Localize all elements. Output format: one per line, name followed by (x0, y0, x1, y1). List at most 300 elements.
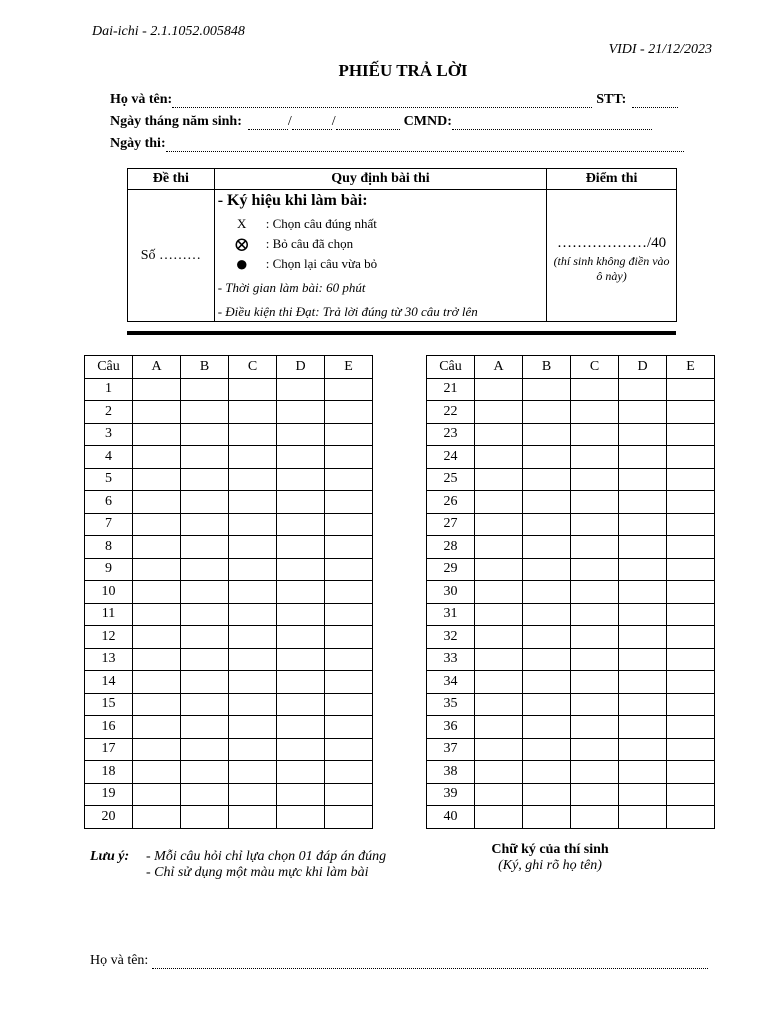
bottom-name-row (90, 953, 708, 969)
answer-cell[interactable] (523, 626, 571, 649)
answer-cell[interactable] (667, 716, 715, 739)
symbol-text: : Chọn lại câu vừa bỏ (265, 256, 378, 271)
answer-cell[interactable] (475, 446, 523, 469)
answer-cell[interactable] (181, 536, 229, 559)
question-number: 26 (427, 491, 475, 514)
answer-cell[interactable] (133, 581, 181, 604)
answer-cell[interactable] (181, 693, 229, 716)
name-field[interactable] (172, 95, 592, 108)
answer-cell[interactable] (229, 491, 277, 514)
answer-cell[interactable] (475, 581, 523, 604)
answer-row (85, 423, 373, 446)
answer-cell[interactable] (133, 761, 181, 784)
question-number: 36 (427, 716, 475, 739)
answer-row (427, 581, 715, 604)
answer-cell[interactable] (619, 581, 667, 604)
note-line: - Chỉ sử dụng một màu mực khi làm bài (146, 865, 369, 880)
answer-cell[interactable] (325, 378, 373, 401)
answer-cell[interactable] (133, 716, 181, 739)
answer-cell[interactable] (475, 401, 523, 424)
question-number: 24 (427, 446, 475, 469)
answer-cell[interactable] (229, 783, 277, 806)
answer-cell[interactable] (475, 716, 523, 739)
question-number: 17 (85, 738, 133, 761)
answer-cell[interactable] (181, 761, 229, 784)
pass-rule: - Điều kiện thi Đạt: Trả lời đúng từ 30 câu trở lên (217, 304, 478, 319)
answer-cell[interactable] (667, 468, 715, 491)
answer-cell[interactable] (133, 648, 181, 671)
answer-cell[interactable] (277, 423, 325, 446)
answer-cell[interactable] (133, 491, 181, 514)
answer-cell[interactable] (523, 783, 571, 806)
answer-cell[interactable] (619, 783, 667, 806)
answer-cell[interactable] (523, 378, 571, 401)
answer-cell[interactable] (619, 716, 667, 739)
answer-cell[interactable] (133, 513, 181, 536)
score-cell (547, 190, 677, 322)
answer-cell[interactable] (619, 648, 667, 671)
answer-cell[interactable] (523, 581, 571, 604)
answer-cell[interactable] (523, 401, 571, 424)
answer-cell[interactable] (181, 626, 229, 649)
exam-date-field[interactable] (166, 139, 684, 152)
answer-cell[interactable] (523, 693, 571, 716)
answer-cell[interactable] (475, 783, 523, 806)
dob-day-field[interactable] (248, 117, 288, 130)
answer-cell[interactable] (667, 423, 715, 446)
answer-cell[interactable] (325, 626, 373, 649)
question-number: 11 (85, 603, 133, 626)
answer-cell[interactable] (571, 806, 619, 829)
grid-header-question: Câu (427, 356, 475, 379)
answer-cell[interactable] (181, 491, 229, 514)
question-number: 34 (427, 671, 475, 694)
answer-cell[interactable] (325, 738, 373, 761)
answer-cell[interactable] (475, 693, 523, 716)
answer-cell[interactable] (571, 626, 619, 649)
answer-cell[interactable] (475, 423, 523, 446)
answer-cell[interactable] (277, 378, 325, 401)
answer-cell[interactable] (523, 558, 571, 581)
answer-cell[interactable] (229, 558, 277, 581)
answer-cell[interactable] (229, 761, 277, 784)
answer-cell[interactable] (229, 378, 277, 401)
answer-cell[interactable] (571, 581, 619, 604)
symbol-text: : Bỏ câu đã chọn (265, 236, 354, 251)
answer-cell[interactable] (133, 603, 181, 626)
answer-cell[interactable] (277, 401, 325, 424)
answer-cell[interactable] (181, 671, 229, 694)
signature-subtitle: (Ký, ghi rõ họ tên) (498, 858, 602, 873)
answer-cell[interactable] (571, 671, 619, 694)
answer-cell[interactable] (619, 761, 667, 784)
answer-cell[interactable] (133, 558, 181, 581)
answer-cell[interactable] (619, 626, 667, 649)
grid-header-option: A (475, 356, 523, 379)
answer-cell[interactable] (325, 716, 373, 739)
answer-cell[interactable] (619, 513, 667, 536)
answer-cell[interactable] (133, 468, 181, 491)
answer-cell[interactable] (133, 783, 181, 806)
answer-cell[interactable] (523, 423, 571, 446)
answer-cell[interactable] (133, 401, 181, 424)
answer-cell[interactable] (571, 783, 619, 806)
answer-cell[interactable] (277, 603, 325, 626)
signature-title: Chữ ký của thí sinh (491, 842, 609, 857)
answer-cell[interactable] (181, 378, 229, 401)
answer-cell[interactable] (571, 536, 619, 559)
answer-cell[interactable] (325, 423, 373, 446)
answer-cell[interactable] (571, 401, 619, 424)
symbol-row-choose (218, 214, 546, 234)
answer-cell[interactable] (325, 603, 373, 626)
answer-cell[interactable] (475, 558, 523, 581)
question-number: 7 (85, 513, 133, 536)
answer-cell[interactable] (181, 648, 229, 671)
answer-cell[interactable] (619, 491, 667, 514)
grid-header-option: E (667, 356, 715, 379)
question-number: 33 (427, 648, 475, 671)
answer-cell[interactable] (181, 581, 229, 604)
answer-cell[interactable] (571, 423, 619, 446)
answer-row (85, 491, 373, 514)
answer-cell[interactable] (571, 468, 619, 491)
stt-label: STT: (596, 92, 627, 107)
answer-cell[interactable] (523, 716, 571, 739)
answer-cell[interactable] (229, 716, 277, 739)
answer-cell[interactable] (181, 401, 229, 424)
answer-cell[interactable] (667, 761, 715, 784)
answer-cell[interactable] (523, 536, 571, 559)
answer-cell[interactable] (667, 491, 715, 514)
answer-cell[interactable] (325, 401, 373, 424)
answer-row (427, 626, 715, 649)
question-number: 40 (427, 806, 475, 829)
answer-cell[interactable] (277, 536, 325, 559)
answer-cell[interactable] (523, 761, 571, 784)
symbol-text: : Chọn câu đúng nhất (265, 216, 377, 231)
question-number: 30 (427, 581, 475, 604)
answer-cell[interactable] (475, 378, 523, 401)
answer-cell[interactable] (277, 716, 325, 739)
question-number: 16 (85, 716, 133, 739)
answer-cell[interactable] (475, 536, 523, 559)
answer-cell[interactable] (667, 783, 715, 806)
exam-number-cell[interactable]: Số ……… (128, 190, 215, 322)
answer-row (85, 806, 373, 829)
answer-cell[interactable] (619, 693, 667, 716)
answer-cell[interactable] (571, 378, 619, 401)
answer-cell[interactable] (277, 783, 325, 806)
answer-cell[interactable] (325, 536, 373, 559)
answer-row (427, 783, 715, 806)
answer-row (427, 378, 715, 401)
answer-cell[interactable] (667, 693, 715, 716)
col-rules-header: Quy định bài thi (214, 169, 546, 190)
dob-label: Ngày tháng năm sinh: (110, 114, 242, 129)
exam-date-label: Ngày thi: (110, 136, 166, 151)
answer-cell[interactable] (181, 446, 229, 469)
answer-cell[interactable] (619, 468, 667, 491)
answer-cell[interactable] (523, 446, 571, 469)
cmnd-field[interactable] (452, 117, 652, 130)
answer-cell[interactable] (181, 468, 229, 491)
answer-cell[interactable] (571, 761, 619, 784)
answer-cell[interactable] (277, 671, 325, 694)
answer-cell[interactable] (325, 693, 373, 716)
answer-cell[interactable] (523, 648, 571, 671)
answer-cell[interactable] (133, 626, 181, 649)
answer-cell[interactable] (325, 513, 373, 536)
answer-cell[interactable] (133, 738, 181, 761)
question-number: 39 (427, 783, 475, 806)
answer-cell[interactable] (277, 738, 325, 761)
answer-row (427, 671, 715, 694)
answer-cell[interactable] (571, 446, 619, 469)
answer-cell[interactable] (619, 738, 667, 761)
answer-cell[interactable] (475, 806, 523, 829)
question-number: 15 (85, 693, 133, 716)
answer-cell[interactable] (571, 603, 619, 626)
answer-cell[interactable] (229, 423, 277, 446)
answer-row (85, 513, 373, 536)
question-number: 4 (85, 446, 133, 469)
answer-cell[interactable] (667, 446, 715, 469)
answer-row (427, 648, 715, 671)
answer-cell[interactable] (571, 648, 619, 671)
question-number: 25 (427, 468, 475, 491)
answer-cell[interactable] (229, 401, 277, 424)
answer-cell[interactable] (619, 378, 667, 401)
answer-cell[interactable] (325, 468, 373, 491)
answer-cell[interactable] (277, 468, 325, 491)
symbol-row-reselect (218, 251, 546, 276)
question-number: 22 (427, 401, 475, 424)
page-title: PHIẾU TRẢ LỜI (338, 61, 468, 80)
answer-cell[interactable] (571, 513, 619, 536)
answer-cell[interactable] (619, 806, 667, 829)
answer-cell[interactable] (475, 648, 523, 671)
question-number: 13 (85, 648, 133, 671)
answer-cell[interactable] (523, 468, 571, 491)
answer-row (85, 716, 373, 739)
answer-cell[interactable] (523, 603, 571, 626)
answer-cell[interactable] (277, 446, 325, 469)
dob-month-field[interactable] (292, 117, 332, 130)
answer-grid-left (84, 355, 373, 829)
answer-cell[interactable] (619, 603, 667, 626)
answer-row (427, 491, 715, 514)
answer-cell[interactable] (229, 626, 277, 649)
answer-row (427, 716, 715, 739)
answer-row (427, 761, 715, 784)
answer-cell[interactable] (619, 423, 667, 446)
dob-year-field[interactable] (336, 117, 400, 130)
answer-cell[interactable] (667, 378, 715, 401)
answer-cell[interactable] (475, 761, 523, 784)
answer-cell[interactable] (523, 513, 571, 536)
answer-cell[interactable] (523, 738, 571, 761)
answer-cell[interactable] (229, 468, 277, 491)
answer-cell[interactable] (667, 558, 715, 581)
answer-cell[interactable] (229, 806, 277, 829)
answer-cell[interactable] (181, 558, 229, 581)
question-number: 5 (85, 468, 133, 491)
answer-cell[interactable] (667, 401, 715, 424)
question-number: 28 (427, 536, 475, 559)
grid-header-option: A (133, 356, 181, 379)
answer-cell[interactable] (229, 738, 277, 761)
answer-cell[interactable] (523, 491, 571, 514)
answer-cell[interactable] (475, 626, 523, 649)
answer-cell[interactable] (277, 581, 325, 604)
answer-row (85, 581, 373, 604)
answer-cell[interactable] (571, 558, 619, 581)
answer-cell[interactable] (229, 446, 277, 469)
answer-cell[interactable] (325, 806, 373, 829)
note-block (90, 849, 386, 881)
answer-cell[interactable] (277, 693, 325, 716)
x-mark-icon: X (237, 216, 247, 231)
answer-cell[interactable] (181, 783, 229, 806)
answer-cell[interactable] (325, 761, 373, 784)
answer-cell[interactable] (277, 626, 325, 649)
grid-header-option: B (523, 356, 571, 379)
answer-cell[interactable] (133, 536, 181, 559)
answer-cell[interactable] (667, 671, 715, 694)
answer-cell[interactable] (667, 626, 715, 649)
answer-cell[interactable] (619, 446, 667, 469)
answer-cell[interactable] (277, 491, 325, 514)
answer-row (85, 558, 373, 581)
answer-cell[interactable] (325, 783, 373, 806)
answer-cell[interactable] (181, 513, 229, 536)
answer-cell[interactable] (475, 468, 523, 491)
answer-cell[interactable] (133, 378, 181, 401)
answer-cell[interactable] (325, 581, 373, 604)
question-number: 37 (427, 738, 475, 761)
answer-cell[interactable] (667, 581, 715, 604)
answer-row (85, 603, 373, 626)
answer-cell[interactable] (619, 536, 667, 559)
answer-cell[interactable] (229, 648, 277, 671)
answer-cell[interactable] (229, 671, 277, 694)
answer-cell[interactable] (571, 716, 619, 739)
answer-cell[interactable] (181, 423, 229, 446)
answer-cell[interactable] (277, 806, 325, 829)
answer-cell[interactable] (229, 581, 277, 604)
answer-cell[interactable] (277, 648, 325, 671)
answer-cell[interactable] (571, 738, 619, 761)
document-code: Dai-ichi - 2.1.1052.005848 (92, 24, 245, 39)
question-number: 23 (427, 423, 475, 446)
answer-row (85, 536, 373, 559)
grid-header-option: E (325, 356, 373, 379)
answer-cell[interactable] (667, 536, 715, 559)
bottom-name-label: Họ và tên: (90, 953, 149, 968)
answer-cell[interactable] (325, 671, 373, 694)
answer-cell[interactable] (277, 558, 325, 581)
answer-cell[interactable] (229, 693, 277, 716)
answer-cell[interactable] (523, 806, 571, 829)
answer-cell[interactable] (181, 603, 229, 626)
name-label: Họ và tên: (110, 92, 173, 107)
answer-cell[interactable] (181, 738, 229, 761)
answer-cell[interactable] (667, 603, 715, 626)
answer-cell[interactable] (475, 603, 523, 626)
answer-cell[interactable] (523, 671, 571, 694)
answer-cell[interactable] (133, 806, 181, 829)
question-number: 21 (427, 378, 475, 401)
answer-cell[interactable] (133, 693, 181, 716)
answer-cell[interactable] (229, 513, 277, 536)
answer-cell[interactable] (571, 491, 619, 514)
answer-cell[interactable] (133, 423, 181, 446)
answer-cell[interactable] (325, 648, 373, 671)
answer-cell[interactable] (325, 558, 373, 581)
answer-cell[interactable] (133, 671, 181, 694)
answer-cell[interactable] (277, 761, 325, 784)
answer-cell[interactable] (619, 671, 667, 694)
bottom-name-field[interactable] (152, 956, 708, 969)
answer-cell[interactable] (133, 446, 181, 469)
answer-row (427, 446, 715, 469)
answer-row (85, 446, 373, 469)
answer-cell[interactable] (619, 558, 667, 581)
stt-field[interactable] (632, 95, 678, 108)
col-exam-header: Đề thi (128, 169, 215, 190)
answer-row (85, 648, 373, 671)
signature-block (450, 842, 650, 874)
answer-cell[interactable] (229, 536, 277, 559)
question-number: 1 (85, 378, 133, 401)
answer-cell[interactable] (325, 491, 373, 514)
answer-cell[interactable] (475, 513, 523, 536)
answer-row (85, 468, 373, 491)
question-number: 6 (85, 491, 133, 514)
answer-cell[interactable] (667, 806, 715, 829)
answer-row (427, 693, 715, 716)
answer-cell[interactable] (475, 738, 523, 761)
answer-cell[interactable] (229, 603, 277, 626)
question-number: 35 (427, 693, 475, 716)
answer-row (427, 558, 715, 581)
grid-header-question: Câu (85, 356, 133, 379)
answer-cell[interactable] (475, 491, 523, 514)
question-number: 38 (427, 761, 475, 784)
answer-cell[interactable] (325, 446, 373, 469)
grid-header-option: B (181, 356, 229, 379)
answer-cell[interactable] (667, 513, 715, 536)
answer-cell[interactable] (667, 738, 715, 761)
answer-cell[interactable] (667, 648, 715, 671)
answer-cell[interactable] (475, 671, 523, 694)
question-number: 9 (85, 558, 133, 581)
answer-cell[interactable] (619, 401, 667, 424)
answer-row (85, 783, 373, 806)
question-number: 14 (85, 671, 133, 694)
answer-cell[interactable] (181, 716, 229, 739)
answer-row (85, 671, 373, 694)
answer-cell[interactable] (277, 513, 325, 536)
separator-rule (127, 331, 676, 335)
document-date: VIDI - 21/12/2023 (608, 42, 712, 57)
answer-cell[interactable] (571, 693, 619, 716)
question-number: 3 (85, 423, 133, 446)
answer-cell[interactable] (181, 806, 229, 829)
answer-row (427, 536, 715, 559)
grid-header-option: C (571, 356, 619, 379)
